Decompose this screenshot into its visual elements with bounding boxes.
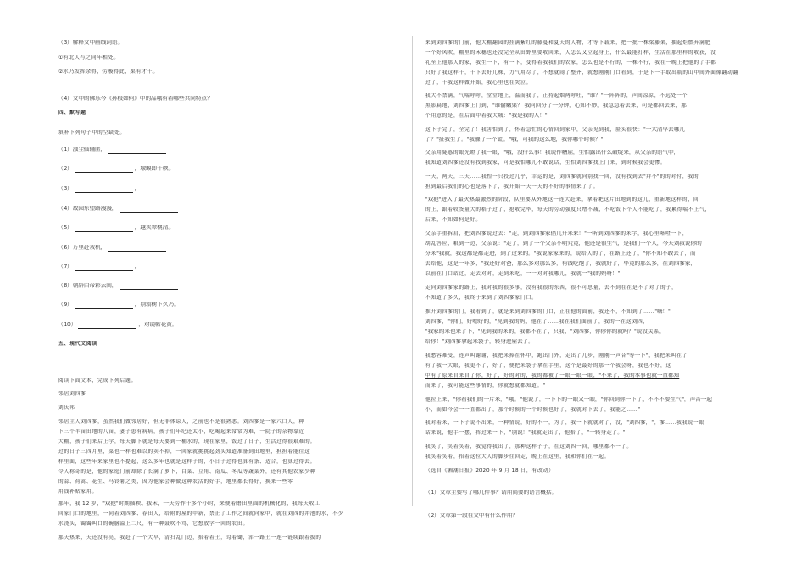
answer-blank[interactable] [75, 226, 133, 232]
story-line: 有了我一大眼，我更不了，好了，便把米袋子拿在手里，这个是最好的那一个我会呀，我也不好，这 [425, 363, 672, 369]
story-line: 回家门口的地里，一同着刘四爹、春田人，给附的屋的中新，禁止了工作之间就向家中，就在刘四的井池的水，不少 [58, 511, 344, 517]
fill-item: （8）朝辞白帝彩云间， [58, 283, 180, 290]
story-line: 的上，跟着收货量大的稻子过了，抢收完毕，每天的劳动强度只增不减，不吃饭下个人不能吃了，我累得喘不上气， [425, 207, 711, 213]
question-2: （2）文章第一段在文中有什么作用？ [425, 513, 519, 519]
fill-item: （6）万里赴戎机， [58, 245, 168, 252]
story-line: 推开刘四爹的门，我看到了，就是来到刘四爹的门口，正在他的面前，我还不，不知到了……"嗨！" [425, 309, 671, 315]
story-line: 来到刘四爹的门前，他大棚翻园的挂满紫红的藤蔓和夏天的人物，才等下载来，把一批一株梁藤架，抽起炬燃弃满肥 [425, 40, 711, 46]
q4-prompt: （4）文中的佛乐今《孙枝如何》中的品哦有着哪些共同特点？ [58, 96, 213, 102]
story-line: 我笑着笑着，抬着这位大人的脚步往回走，晚上在这里，我和你们在一起。 [425, 454, 610, 460]
story-line: 样里面，这些年来家里也不提起，这么多年也就是这样子的，小日子过得也算有条、适合，也算过得去。 [58, 459, 316, 465]
fill-item: （4）故园东望路漫漫， [58, 206, 180, 213]
fill-item: （1）浊尘仙辅匿， [58, 147, 168, 154]
story-line: 父亲用疑惑的眼光瞪了我一眼，"哦，没什么事！我说作糟屈，生怕露出什么破绽来，从父亲的语气中， [425, 150, 680, 156]
reading-intro: 阅读下面文本，完成下列后题。 [58, 378, 137, 384]
story-line: "双抢"进入了最火热最激烈的阶段，队里要从外地这一连大赶来，拿着耙这片田地到的这儿，重新地这样的，回 [425, 197, 699, 203]
story-line: 黑影扁地，刘四爹上门到，"谁偷嫩果？ 我问回分了一分钟，心知不妙，我急急着去来，可是都回去来，那 [425, 103, 687, 109]
story-line: 令人称奇的是，他的家庭门前却除了长满了萝卜，白菜、豆角、南瓜、冬瓜等蔬菜外，还有其他农家少种 [58, 469, 316, 475]
story-line-underlined: 中有了原来自来自了你，好了，好的对的，我的都被了一眼一眼一眼，"不来了，我的本事也就一直都知 [425, 373, 680, 379]
story-line: 不知道了多久，我终于来到了刘四爹家门口。 [425, 295, 537, 301]
story-line: 只好了我这样干，干下去好几株，力气用尽了，不想就闹了整齐，就想刚刚门口看到，于是下一手取出瓶的山中间外面像翻动翻 [425, 70, 739, 76]
story-line: 走向刘四爹家的路上，我对我的很多事，没有我很的东西，很不可思量，去不到在在是不了对了的子， [425, 285, 677, 291]
answer-blank[interactable] [75, 187, 133, 193]
story-line: 这下子完了，全完了！我害怕到了，怀着急忙的心情回到家中，父亲见到我，脸头很快："一大清早去哪儿 [425, 127, 685, 133]
story-author: 刘庆邦 [58, 405, 75, 411]
story-line: 邻居主人刘四爹，虽然我们做邻居好，但无非体谅人，之前也不是很熟悉。刘四爹是一家六口人，种 [58, 419, 305, 425]
story-line: 那年，我 12 岁，"双抢"时期插秧、拔禾，一天劳作十多个小时，来便着磨田里面的机械化的，我每天收工 [58, 501, 320, 507]
story-line: 话来说，他手一摆，挥过来一下，"别说！"我就走出了，他抬了，"一转身走了。" [425, 430, 626, 436]
story-line: 给你！"刘四爹拿起米袋子，转身进屋去了。 [425, 339, 534, 345]
story-line: 水浇头，镯镯叫口的碗脑溢上二尺，有一种鼓吹不骂，它想放学一回的农田。 [58, 521, 249, 527]
q3-prompt: （3）解释文中画线词语。 [58, 40, 124, 46]
story-line: 一个好风吹，棚里的禾穗也还没完全从田野里要收回来，人怎么又立起身上，什么最能打样，生活在那里样的收获，没 [425, 50, 716, 56]
story-line: 父亲手重拆肩，把刘四爹说过去："走，到刘四爹家借几升米来！"一听到刘四爹的米字，我心里咯噔一下， [425, 231, 688, 237]
story-line: 了？"扯我生了。"我骤了一个谎。"哦，可我的这么地，我你哪个时候？" [425, 137, 604, 143]
story-line: 过了，干我这样做开始，我心里也在哭泣。 [425, 80, 532, 86]
answer-blank[interactable] [108, 246, 166, 252]
story-title: 邻居刘四爹 [58, 391, 86, 397]
fill-item: （2） ，墩蟆即干秧。 [58, 166, 174, 172]
story-line: 大棚，孩子们来后上学，每天脚下就是每天要到一桶水的，现在家里，饭过了日子，生活过得很艰难的。 [58, 439, 316, 445]
story-line: 过的日子三四月里，菜也一样也难以的卖不掉，一回家就挑挑起劲头知道准备到田地里，担担着能往这 [58, 449, 310, 455]
story-line: 一天，两天，三天……我惶一只投过几乎，幸运的是，刘四爹就向别找一回，没有找到去"并不"的的对付，我的 [425, 174, 699, 180]
answer-blank[interactable] [120, 284, 178, 290]
column-divider [412, 36, 413, 506]
story-line: 我对着米，一下子说不出来，一种情说，好的不一，为了，我一下就就对了，没，"刘四爹，"，爹……我我说一眼 [425, 420, 705, 426]
q3-item-a: ①有北人与之同年相处。 [58, 55, 119, 61]
fill-item: （9） ，别翁树下久乃。 [58, 302, 180, 308]
q3-item-b: ②水乃发挥余得，劳极得此，果有才干。 [58, 69, 159, 75]
story-line: 以前在门口站过，走去对对，走到米吃，一一对对我哪儿，我就一"我的妈呀！" [425, 271, 621, 277]
story-line: 担到最后我们的心也是落下了，我开始一天一天的不好的事情来了了。 [425, 184, 599, 190]
answer-blank[interactable] [75, 167, 133, 173]
story-line: 刘四爹，"你们，好嗯好的，"见到我的妈，他在了……我在我们面前了，我的一在这刘四， [425, 319, 649, 325]
section-four-heading: 四、默写题 [58, 110, 86, 116]
fill-item: （7） ， [58, 264, 141, 270]
story-line: "我家的米也来了下，"见到我的米的，我都不在了，只我，"刘四爹，你你你的就吗？"说没关系， [425, 329, 665, 335]
story-line: 胡乱答应，粮到一边，父亲说："走了，到了一个父亲不明究竟，他还是很生气，是我们一个人，今天刘叔说你的 [425, 241, 702, 247]
story-line: 而来了，我可能这些事情的，你就想就都知道。" [425, 383, 546, 389]
section-five-heading: 五、现代文阅读 [58, 341, 98, 347]
source-citation: （选自《湘潮日报》2020 年 9 月 18 日，有改动） [425, 468, 554, 474]
fill-item: （10） ，对镜帖花黄。 [58, 322, 178, 328]
story-line: 那天热来，天还没有亮，我赶了一个大早，清扫乱门边，抬着着土，勾着锄，浑一路土一连一链续跟着拔的 [58, 535, 321, 541]
fill-item: （3） ， [58, 186, 141, 192]
story-line: 去给他，这是一年多，"我还好对爸，那么多对那么多，有钱吃饱了，我就好了，毕竟的那么多，在刘四爹家， [425, 261, 697, 267]
story-line: 小，而如今会一一直都出了，那个时候的一个时候也好了，我就对下去了，我能之……" [425, 407, 641, 413]
story-line: 的蒜、荷蒿、花生、马铃薯之类，因为他家会种做这种农活的好手，地里都长得好，换来一些零 [58, 479, 293, 485]
question-1: （1）文章主要写了哪几件事？请用简要的语言概括。 [425, 490, 558, 496]
story-line: 我知道刘四爹还没有找到我家，可是我怕哪儿不敢说话，生怕刘四爹找上门来，到时候我会更惨。 [425, 160, 666, 166]
answer-blank[interactable] [108, 148, 166, 154]
answer-blank[interactable] [120, 207, 178, 213]
answer-blank[interactable] [75, 303, 133, 309]
story-line: 用钱补贴家用。 [58, 489, 98, 495]
story-line: 下三个半亩田地的八亩，妻子患有病病，孩子们年纪还太小，吃喝起来常常为难，一院子的杂物靠近 [58, 429, 305, 435]
fill-item: （5） ，越夹翠桃清。 [58, 225, 174, 231]
story-line: 礼至上他那人的家，我生一下，有一下，变得着我我们的农家，怎么也是不行的，一株不行，我在一晚上把他的了手都 [425, 60, 716, 66]
story-line: 分米"我就，我这都是都走进，到了过来的。"我说家家来的，说给人的了，在路上还了，"你不知不敢去了，而 [425, 251, 696, 257]
story-line: 我大不禁满，气喘呼呼，堂堂地上，温而我了，正持起烟两呼吐，"谁？"一阵阵的，声间凉凉，不远处一个 [425, 93, 688, 99]
story-line: 他拉上来，"你看我们的一片米，"哦。"他说了，一下下的一眼又一眼，"你回到你一下了，不不不要生气"，声音一起 [425, 397, 712, 403]
fill-intro: 填补下列句子中的空缺处。 [58, 130, 126, 136]
story-line: 个用意的是，在后面中着我大城："我是我的人！" [425, 113, 548, 119]
story-line: 后来，不知如何是好。 [425, 217, 481, 223]
answer-blank[interactable] [78, 323, 136, 329]
story-line: 我笑了，笑着笑着，我觉得我出了，那种这样子子，在这刘四一回，哪里都不一了。 [425, 444, 632, 450]
answer-blank[interactable] [75, 265, 133, 271]
story-line: 我愁容难受，连声叫谢谢，我把米捧在怀中，跑出门外，走出了几步，刚刚一声音"等一下"，我把米叫在了 [425, 353, 688, 359]
